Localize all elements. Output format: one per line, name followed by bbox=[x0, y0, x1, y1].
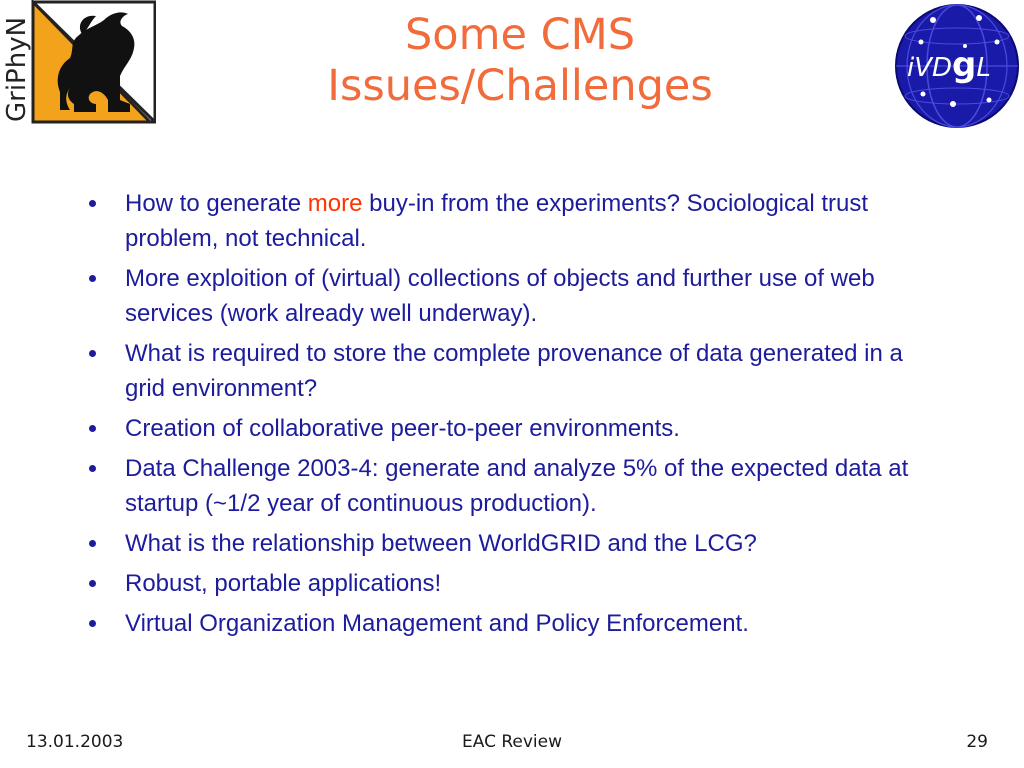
bullet-dot-icon bbox=[89, 465, 96, 472]
bullet-text: Creation of collaborative peer-to-peer environments. bbox=[125, 415, 680, 442]
bullet-text: What is the relationship between WorldGRID and the LCG? bbox=[125, 530, 757, 557]
griphyn-logo-text: GriPhyN bbox=[2, 16, 32, 122]
bullet-dot-icon bbox=[89, 200, 96, 207]
bullet-item bbox=[84, 566, 944, 601]
slide-title bbox=[220, 10, 820, 112]
bullet-item bbox=[84, 336, 944, 406]
bullet-item bbox=[84, 451, 944, 521]
ivdgl-logo bbox=[893, 2, 1024, 130]
bullet-text-pre: How to generate bbox=[125, 190, 308, 217]
bullet-text: Data Challenge 2003-4: generate and analyze 5% of the expected data at startup (~1/2 year of continuous production). bbox=[125, 455, 909, 517]
griphyn-logo bbox=[0, 0, 156, 126]
bullet-item bbox=[84, 526, 944, 561]
ivdgl-text-ivd: iVD bbox=[907, 53, 953, 83]
bullet-item bbox=[84, 186, 944, 256]
bullet-dot-icon bbox=[89, 350, 96, 357]
bullet-text: What is required to store the complete provenance of data generated in a grid environment? bbox=[125, 340, 903, 402]
bullet-dot-icon bbox=[89, 275, 96, 282]
bullet-text-post: buy-in from the experiments? Sociological trust problem, not technical. bbox=[125, 190, 869, 252]
bullet-dot-icon bbox=[89, 620, 96, 627]
bullet-item bbox=[84, 261, 944, 331]
footer-title: EAC Review bbox=[462, 732, 562, 752]
title-line-2: Issues/Challenges bbox=[327, 61, 713, 111]
bullet-dot-icon bbox=[89, 540, 96, 547]
bullet-text bbox=[125, 186, 944, 256]
bullet-text: More exploition of (virtual) collections of objects and further use of web services (work already well underway). bbox=[125, 265, 875, 327]
title-line-1: Some CMS bbox=[404, 10, 636, 60]
bullet-dot-icon bbox=[89, 580, 96, 587]
bullet-dot-icon bbox=[89, 425, 96, 432]
bullet-text: Virtual Organization Management and Policy Enforcement. bbox=[125, 610, 749, 637]
bullet-list bbox=[84, 186, 944, 646]
ivdgl-text-g: g bbox=[952, 45, 977, 85]
bullet-text: Robust, portable applications! bbox=[125, 570, 442, 597]
bullet-item bbox=[84, 411, 944, 446]
bullet-emphasis: more bbox=[307, 190, 363, 217]
bullet-item bbox=[84, 606, 944, 641]
page-number: 29 bbox=[966, 732, 988, 752]
footer-date: 13.01.2003 bbox=[26, 732, 124, 752]
ivdgl-text-l: L bbox=[976, 53, 991, 83]
